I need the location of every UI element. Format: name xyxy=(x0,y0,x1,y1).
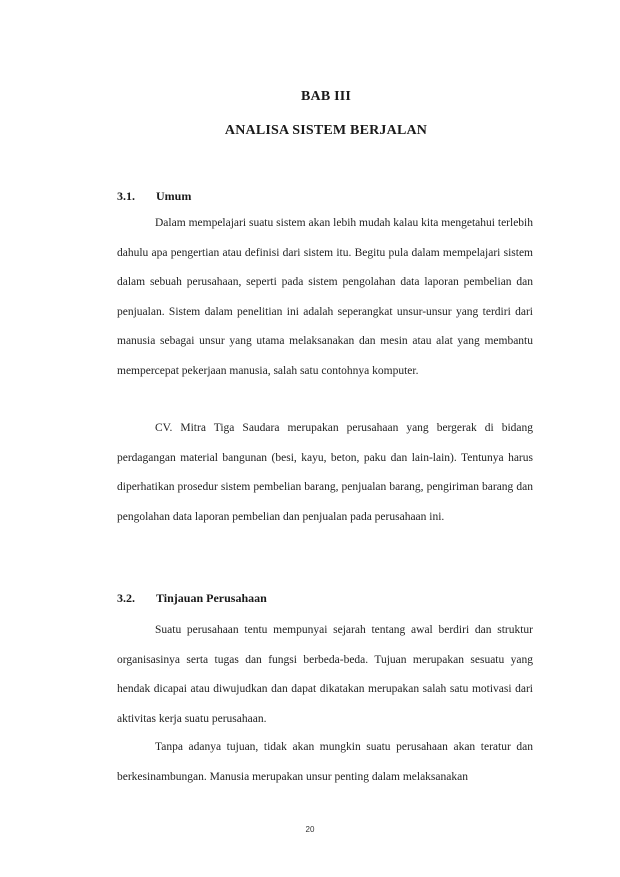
paragraph: Dalam mempelajari suatu sistem akan lebih mudah kalau kita mengetahui terlebih dahulu apa pengertian atau definisi dari sistem itu. Begitu pula dalam mempelajari sistem dalam sebuah perusahaan, seperti pada sistem pengolahan data laporan pembelian dan penjualan. Sistem dalam penelitian ini adalah seperangkat unsur-unsur yang terdiri dari manusia sebagai unsur yang utama melaksanakan dan mesin atau alat yang membantu mempercepat pekerjaan manusia, salah satu contohnya komputer. xyxy=(117,217,533,377)
page-number: 20 xyxy=(305,825,315,834)
chapter-label: BAB III xyxy=(300,89,352,104)
section-heading-umum xyxy=(117,189,191,204)
paragraph: Tanpa adanya tujuan, tidak akan mungkin suatu perusahaan akan teratur dan berkesinambungan. Manusia merupakan unsur penting dalam melaksanakan xyxy=(117,741,533,783)
paragraph: Suatu perusahaan tentu mempunyai sejarah tentang awal berdiri dan struktur organisasinya serta tugas dan fungsi berbeda-beda. Tujuan merupakan sesuatu yang hendak dicapai atau diwujudkan dan dapat dikatakan merupakan salah satu motivasi dari aktivitas kerja suatu perusahaan. xyxy=(117,624,533,725)
chapter-title: ANALISA SISTEM BERJALAN xyxy=(224,123,428,138)
section-number: 3.1. xyxy=(117,189,135,203)
paragraph: CV. Mitra Tiga Saudara merupakan perusahaan yang bergerak di bidang perdagangan material bangunan (besi, kayu, beton, paku dan lain-lain). Tentunya harus diperhatikan prosedur sistem pembelian barang, penjualan barang, pengiriman barang dan pengolahan data laporan pembelian dan penjualan pada perusahaan ini. xyxy=(117,422,533,523)
section-title: Tinjauan Perusahaan xyxy=(156,591,267,605)
section-number: 3.2. xyxy=(117,591,135,605)
section-heading-tinjauan-perusahaan xyxy=(117,591,267,606)
section-title: Umum xyxy=(156,189,192,203)
